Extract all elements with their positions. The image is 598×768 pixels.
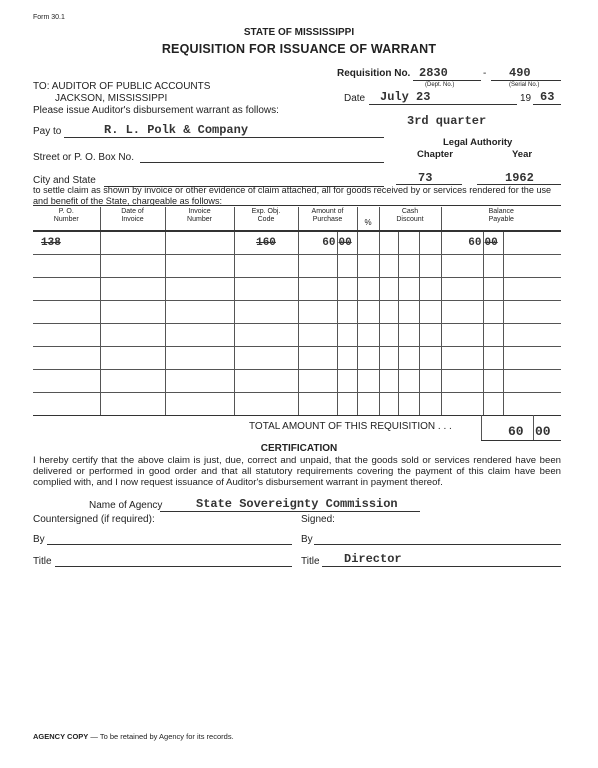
- quarter-value[interactable]: 3rd quarter: [407, 114, 487, 128]
- table-row: [33, 277, 561, 300]
- table-row: [33, 300, 561, 323]
- footer-note: [33, 732, 234, 741]
- row1-balance-dollars[interactable]: 60: [441, 231, 483, 254]
- chapter-label: Chapter: [417, 149, 453, 160]
- city-label: City and State: [33, 175, 96, 186]
- date-label: Date: [344, 93, 366, 104]
- table-row: [33, 323, 561, 346]
- col-balance-payable: Balance Payable: [441, 207, 561, 231]
- pay-to-value[interactable]: R. L. Polk & Company: [104, 123, 249, 137]
- state-heading: STATE OF MISSISSIPPI: [243, 27, 355, 38]
- table-row: [33, 231, 561, 254]
- col-percent: %: [357, 207, 379, 231]
- col-invoice-number: Invoice Number: [165, 207, 234, 231]
- signed-by-label: By: [301, 534, 313, 545]
- date-value[interactable]: July 23: [380, 90, 431, 104]
- settle-claim-text: to settle claim as shown by invoice or other evidence of claim attached, all for goods received by or services rendered for the use and benefit of the State, chargeable as follows:: [33, 185, 552, 206]
- footer-agency-copy: AGENCY COPY: [33, 732, 89, 741]
- row1-amount-dollars[interactable]: 60: [298, 231, 337, 254]
- form-number: Form 30.1: [33, 14, 65, 21]
- legal-year-label: Year: [512, 149, 533, 160]
- chapter-value[interactable]: 73: [418, 171, 433, 185]
- table-row: [33, 369, 561, 392]
- table-row: [33, 346, 561, 369]
- row1-amount-cents[interactable]: 00: [337, 231, 357, 254]
- line-items-table: [33, 207, 561, 415]
- signed-title-value[interactable]: Director: [344, 552, 402, 566]
- serial-number[interactable]: 490: [509, 66, 531, 80]
- countersign-by-label: By: [33, 534, 45, 545]
- year-prefix: 19: [520, 93, 532, 104]
- dept-number[interactable]: 2830: [419, 66, 448, 80]
- col-po-number: P. O. Number: [33, 207, 100, 231]
- signed-label: Signed:: [301, 514, 335, 525]
- row1-balance-cents[interactable]: 00: [483, 231, 503, 254]
- date-year[interactable]: 63: [540, 90, 555, 104]
- requisition-label: Requisition No.: [337, 68, 411, 79]
- agency-label: Name of Agency: [89, 500, 163, 511]
- row1-po[interactable]: 138: [33, 231, 100, 254]
- dept-no-caption: (Dept. No.): [425, 82, 455, 88]
- street-label: Street or P. O. Box No.: [33, 152, 134, 163]
- certification-title: CERTIFICATION: [260, 443, 338, 454]
- certification-text: I hereby certify that the above claim is just, due, correct and unpaid, that the goods sold or services rendered have been delivered or performed in good order and that all statutory requirements covering the payment of this claim have been complied with, and I now request issuance of Auditor's disbursement warrant in payment thereof.: [33, 455, 561, 489]
- col-cash-discount: Cash Discount: [379, 207, 441, 231]
- col-date-of-invoice: Date of Invoice: [100, 207, 165, 231]
- table-row: [33, 392, 561, 415]
- total-dollars[interactable]: 60: [508, 424, 524, 439]
- col-amount-of-purchase: Amount of Purchase: [298, 207, 357, 231]
- countersigned-label: Countersigned (if required):: [33, 514, 155, 525]
- col-exp-obj-code: Exp. Obj. Code: [234, 207, 298, 231]
- to-line-1: TO: AUDITOR OF PUBLIC ACCOUNTS: [33, 81, 211, 92]
- row1-code[interactable]: 160: [234, 231, 298, 254]
- table-row: [33, 254, 561, 277]
- serial-no-caption: (Serial No.): [509, 82, 540, 88]
- to-line-3: Please issue Auditor's disbursement warrant as follows:: [33, 105, 279, 116]
- legal-year-value[interactable]: 1962: [505, 171, 534, 185]
- table-header-row: [33, 207, 561, 231]
- page-title: REQUISITION FOR ISSUANCE OF WARRANT: [161, 42, 437, 56]
- footer-text: — To be retained by Agency for its records.: [88, 732, 234, 741]
- legal-authority-label: Legal Authority: [443, 137, 513, 148]
- pay-to-label: Pay to: [33, 126, 62, 137]
- countersign-title-label: Title: [33, 556, 52, 567]
- signed-title-label: Title: [301, 556, 320, 567]
- total-label: TOTAL AMOUNT OF THIS REQUISITION . . .: [249, 421, 452, 432]
- to-line-2: JACKSON, MISSISSIPPI: [55, 93, 168, 104]
- agency-value[interactable]: State Sovereignty Commission: [196, 497, 398, 511]
- total-cents[interactable]: 00: [535, 424, 551, 439]
